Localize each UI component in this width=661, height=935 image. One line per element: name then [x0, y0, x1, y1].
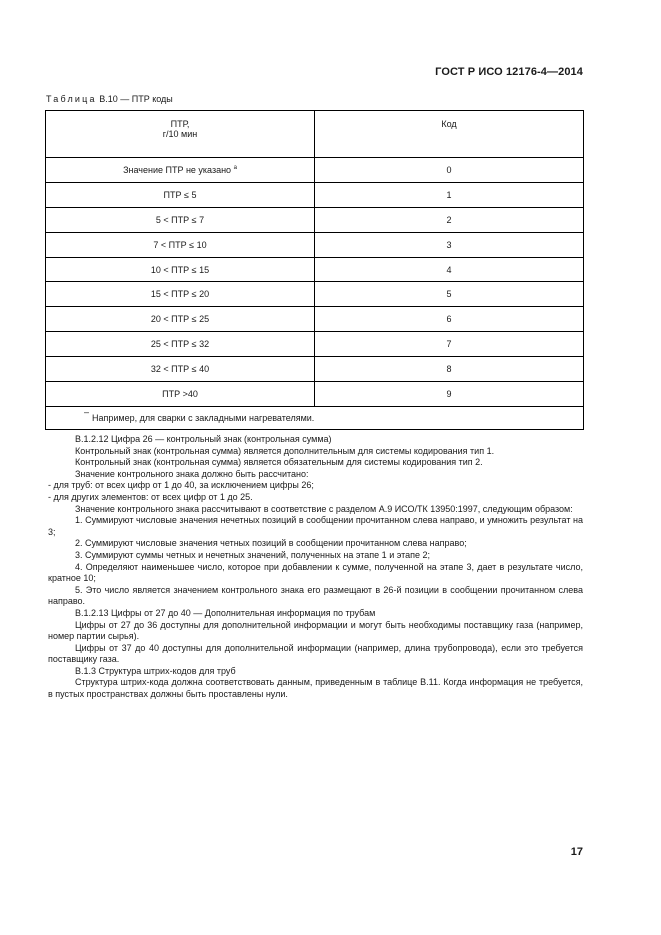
page-number: 17	[570, 846, 583, 858]
section-heading: В.1.3 Структура штрих-кодов для труб	[75, 665, 236, 676]
list-item: 3. Суммируют суммы четных и нечетных значений, полученных на этапе 1 и этапе 2;	[75, 549, 431, 560]
cell-ptr	[46, 282, 315, 307]
column-header-ptr-line2: г/10 мин	[162, 129, 198, 139]
table-caption-word: Таблица	[46, 94, 97, 104]
footnote-mark: –	[84, 406, 90, 417]
cell-ptr	[46, 382, 315, 407]
cell-code: 9	[315, 382, 584, 407]
paragraph: Цифры от 27 до 36 доступны для дополнительной информации и могут быть необходимы поставщику газа (например, номер партии сырья).	[48, 619, 583, 642]
cell-ptr-text: 15 < ПТР ≤ 20	[150, 289, 210, 300]
table-row	[46, 158, 584, 183]
table-row	[46, 257, 584, 282]
table-row	[46, 232, 584, 257]
table-footnote-row	[46, 406, 584, 429]
paragraph: Значение контрольного знака должно быть рассчитано:	[75, 468, 309, 479]
table-footnote	[46, 406, 584, 429]
list-item: 1. Суммируют числовые значения нечетных позиций в сообщении прочитанном слева направо, и умножить результат на 3;	[48, 515, 583, 537]
cell-ptr	[46, 307, 315, 332]
table-row	[46, 207, 584, 232]
table-row	[46, 382, 584, 407]
cell-ptr	[46, 332, 315, 357]
list-item: 4. Определяют наименьшее число, которое при добавлении к сумме, полученной на этапе 3, дает в результате число, кратное 10;	[48, 561, 583, 584]
list-item: - для труб: от всех цифр от 1 до 40, за исключением цифры 26;	[48, 480, 314, 491]
table-row	[46, 332, 584, 357]
table-row	[46, 357, 584, 382]
cell-ptr-text: ПТР >40	[162, 388, 198, 399]
table-row	[46, 282, 584, 307]
footnote-text: Например, для сварки с закладными нагревателями.	[92, 412, 315, 423]
cell-ptr	[46, 207, 315, 232]
table-caption-title: В.10 — ПТР коды	[99, 94, 173, 104]
column-header-ptr	[46, 111, 315, 158]
cell-code: 1	[315, 182, 584, 207]
cell-ptr-text: 32 < ПТР ≤ 40	[150, 364, 210, 375]
cell-ptr	[46, 158, 315, 183]
table-row	[46, 307, 584, 332]
document-header: ГОСТ Р ИСО 12176-4—2014	[435, 66, 583, 78]
cell-code: 6	[315, 307, 584, 332]
table-header-row	[46, 111, 584, 158]
list-item: - для других элементов: от всех цифр от 1 до 25.	[48, 491, 253, 502]
paragraph: Цифры от 37 до 40 доступны для дополнительной информации (например, длина трубопровода), если это требуется поставщику газа.	[48, 642, 583, 665]
table-row	[46, 182, 584, 207]
section-heading: В.1.2.13 Цифры от 27 до 40 — Дополнительная информация по трубам	[75, 607, 376, 618]
cell-ptr-text: 10 < ПТР ≤ 15	[150, 264, 210, 275]
cell-code: 3	[315, 232, 584, 257]
column-header-code: Код	[315, 111, 584, 158]
ptr-codes-table	[45, 110, 584, 430]
paragraph: Контрольный знак (контрольная сумма) является обязательным для системы кодирования тип 2.	[75, 457, 483, 468]
cell-ptr-text: Значение ПТР не указано	[123, 164, 232, 175]
column-header-ptr-line1: ПТР,	[170, 119, 190, 129]
cell-code: 8	[315, 357, 584, 382]
cell-ptr-text: 20 < ПТР ≤ 25	[150, 314, 210, 325]
cell-ptr-text: ПТР ≤ 5	[163, 189, 197, 200]
paragraph: Структура штрих-кода должна соответствовать данным, приведенным в таблице В.11. Когда информация не требуется, в пустых пространствах должны быть проставлены нули.	[48, 677, 583, 700]
list-item: 5. Это число является значением контрольного знака его размещают в 26-й позиции в сообщении прочитанном слева направо.	[48, 584, 583, 607]
cell-code: 2	[315, 207, 584, 232]
cell-ptr-text: 7 < ПТР ≤ 10	[153, 239, 207, 250]
cell-ptr	[46, 257, 315, 282]
cell-code: 7	[315, 332, 584, 357]
cell-ptr	[46, 232, 315, 257]
list-item: 2. Суммируют числовые значения четных позиций в сообщении прочитанном слева направо;	[75, 538, 467, 549]
cell-ptr-text: 25 < ПТР ≤ 32	[150, 339, 210, 350]
table-caption	[46, 94, 173, 104]
paragraph: В.1.2.12 Цифра 26 — контрольный знак (контрольная сумма)	[75, 434, 332, 444]
footnote-ref: а	[233, 164, 237, 171]
cell-code: 0	[315, 158, 584, 183]
cell-ptr-text: 5 < ПТР ≤ 7	[155, 214, 205, 225]
cell-code: 5	[315, 282, 584, 307]
paragraph: Контрольный знак (контрольная сумма) является дополнительным для системы кодирования тип 1.	[75, 445, 495, 456]
cell-code: 4	[315, 257, 584, 282]
paragraph: Значение контрольного знака рассчитывают в соответствие с разделом А.9 ИСО/ТК 13950:1997, следующим образом:	[75, 503, 573, 514]
cell-ptr	[46, 357, 315, 382]
body-text	[48, 434, 583, 701]
cell-ptr	[46, 182, 315, 207]
